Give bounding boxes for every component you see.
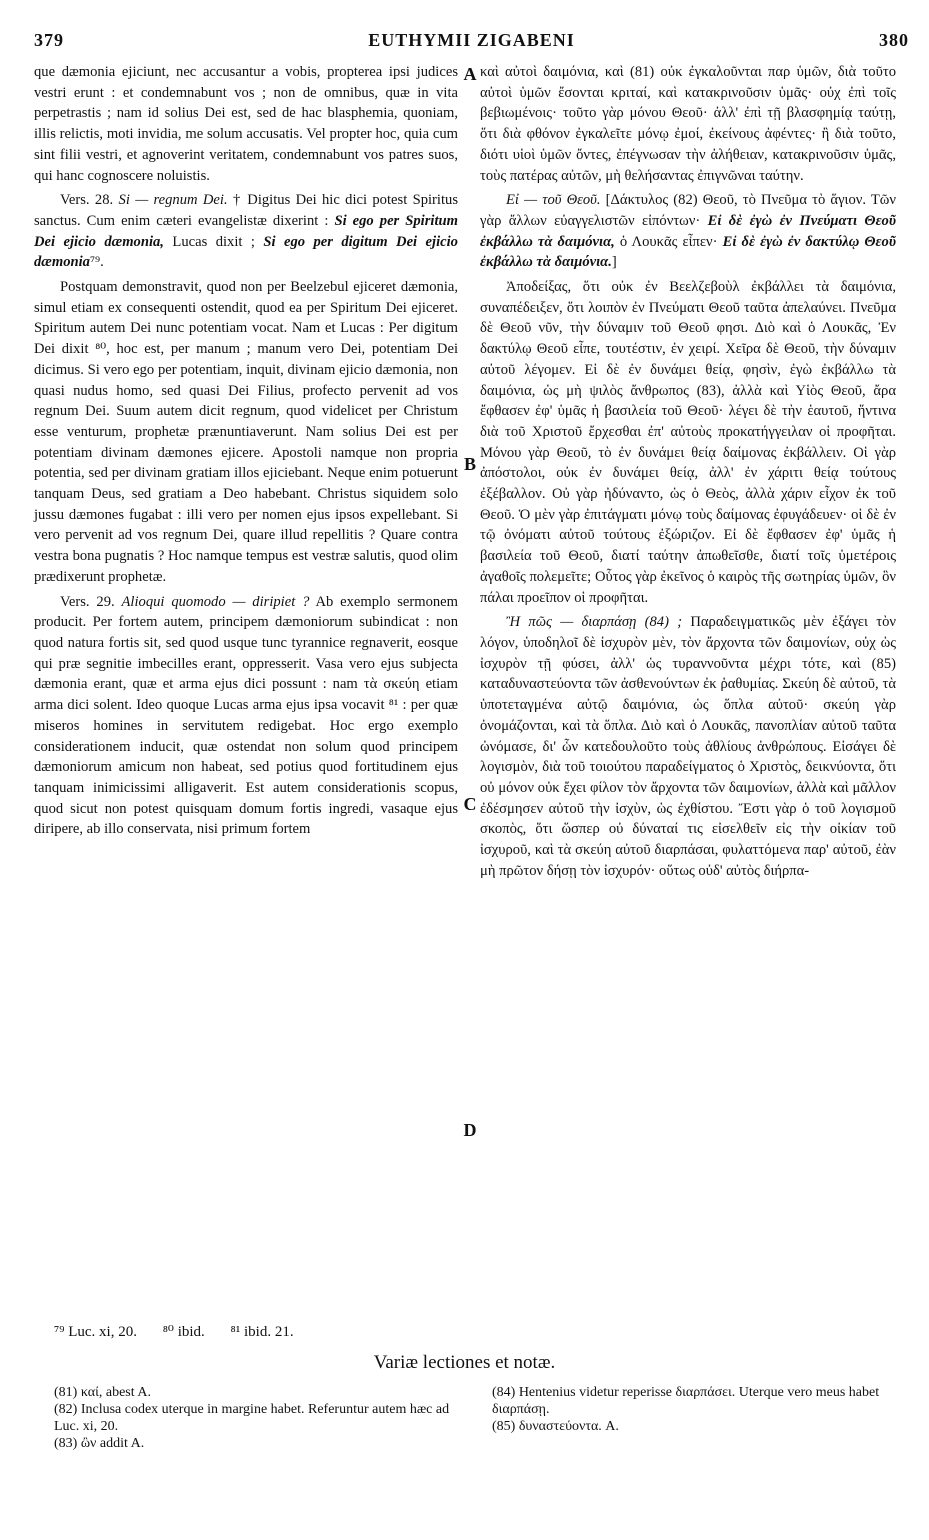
variant-note: (84) Hentenius videtur reperisse διαρπάσει. Uterque vero meus habet διαρπάσῃ.: [492, 1385, 880, 1417]
greek-lemma-paragraph: [480, 190, 896, 273]
verse-text: ὁ Λουκᾶς εἶπεν·: [619, 233, 718, 250]
scripture-quote: Εἰ δὲ ἐγὼ ἐν δακτύλῳ Θεοῦ ἐκβάλλω τὰ δαιμόνια.: [480, 233, 896, 271]
verse-lemma: Εἰ — τοῦ Θεοῦ.: [506, 192, 601, 209]
verse-text: Ab exemplo sermonem producit. Per fortem autem, principem dæmoniorum subindicat : non quod natura fortis sit, sed quod usque tunc tyrannice regnaverit, eosque qui præ segnitie imbecilles erant, oppresserit. Vasa vero ejus subjecta dæmonia erant, quæ et arma ejus dici possunt : nam τὰ σκεύη etiam arma dici solent. Ideo quoque Lucas arma ejus ipsa vocavit ⁸¹ : per quæ miseros homines in servitutem redigebat. Hoc ergo exemplo considerationem inducit, quæ ostendat non solum quod principem dæmoniorum amicum non habeat, sed potius quod fortitudinem ejus tanquam inimicissimi alligaverit. Est autem considerationis scopus, quod sicut non potest quisquam domum fortis ingredi, vasaque ejus diripere, ab illo conservata, nisi primum fortem: [34, 593, 459, 838]
margin-marker: B: [463, 454, 476, 474]
latin-paragraph: Postquam demonstravit, quod non per Beelzebul ejiceret dæmonia, simul etiam ex consequenti ostendit, quod ea per Spiritum Dei ejiceret. Spiritum autem Dei nunc potentiam vocat. Nam et Lucas : Per digitum Dei dixit ⁸⁰, hoc est, per manum ; manum vero Dei, potentiam Dei dicimus. Si vero ego per potentiam, inquit, divinam ejicio dæmonia, non quasi nudus homo, sed quasi Dei Filius, profecto pervenit ad vos regnum Dei. Suum autem dicit regnum, quod videlicet per Christum esse venturum, prophetæ prænuntiaverunt. Nam solius Dei est per potentiam divinam dæmones ejicere. Apostoli namque non propria potentia, sed per divinam gratiam illos ejiciebant. Neque enim potuerunt tanquam Deus, sed gratiam a Deo habebant. Christus siquidem solo jussu dæmones fugabat : illi vero per nomen ejus ipsos expellebant. Si vero pervenit ad vos regnum Dei, quare illud repellitis ? Quare contra vestra bona pugnatis ? Hoc namque tempus est vestræ salutis, quod olim prædixerunt prophetæ.: [34, 279, 458, 585]
footnotes: [54, 1322, 474, 1341]
footnote: ⁸¹ ibid. 21.: [230, 1324, 294, 1340]
greek-paragraph: καὶ αὐτοὶ δαιμόνια, καὶ (81) οὐκ ἐγκαλοῦνται παρ ὑμῶν, διὰ τοῦτο αὐτοὶ ὑμῶν ἔσονται κριταί, καὶ κατακρινοῦσιν ὑμᾶς· οὐχ ἐπὶ τοῖς βεβιωμένοις· τοῦτο γὰρ μόνου Θεοῦ· ἀλλ' ἐπὶ τῇ βλασφημίᾳ ταύτῃ, ὅτι διὰ φθόνον ἐγκαλεῖτε μόνῳ ἐμοί, ἐκείνους ἀφέντες· ἢ διὰ τοῦτο, διότι υἱοὶ ὑμῶν ὄντες, ἐπέγνωσαν τὴν ἀλήθειαν, κατακρινοῦσιν ὑμᾶς, τοὺς πατέρας αὐτῶν, μὴ θελήσαντας ἐπιγνῶναι ταύτην.: [480, 64, 896, 184]
verse-text: Παραδειγματικῶς μὲν ἐξάγει τὸν λόγον, ὑποδηλοῖ δὲ ἰσχυρὸν μὲν, τὸν ἄρχοντα τῶν δαιμονίων, οὐχ ὡς ἰσχυρὸν τῇ φύσει, ἀλλ' ὡς τυραννοῦντα μέχρι τότε, καὶ (85) καταδυναστεύοντα τῶν ἀσθενούντων ἐκ ῥαθυμίας. Σκεύη δὲ αὐτοῦ, τὰ ὑποτεταγμένα αὐτῷ δαιμόνια, ὡς ὅπλα αὐτοῦ· σκεύη γὰρ ὀνομάζονται, καὶ τὰ ὅπλα. Διὸ καὶ ὁ Λουκᾶς, πανοπλίαν αὐτοῦ ταῦτα ὠνόμασε, δι' ὧν κατεδουλοῦτο τοὺς ἀθλίους ἀνθρώπους. Εἰσάγει δὲ λογισμὸν, διὰ τοῦ τοιούτου παραδείγματος ὁ Χριστὸς, δεικνύοντα, ὅτι οὐ μόνον οὐκ ἔχει φίλον τὸν ἄρχοντα τῶν δαιμονίων, ἀλλὰ καὶ μᾶλλον ἐδέσμησεν αὐτοῦ τὴν ἰσχὺν, ὡς ἐχθίστου. Ἔστι γὰρ ὁ τοῦ λογισμοῦ σκοπὸς, ὅτι ὥσπερ οὐ δύναταί τις εἰσελθεῖν εἰς τὴν οἰκίαν τοῦ ἰσχυροῦ, καὶ τὰ σκεύη αὐτοῦ διαρπάσαι, φυλαττόμενα παρ' αὐτοῦ, ἐὰν μὴ πρῶτον δήσῃ τὸν ἰσχυρόν· οὕτως οὐδ' αὐτὸς διήρπα-: [480, 614, 896, 879]
scripture-quote: Εἰ δὲ ἐγὼ ἐν Πνεύματι Θεοῦ ἐκβάλλω τὰ δαιμόνια,: [480, 212, 897, 250]
latin-verse-29: [34, 592, 458, 840]
verse-text: Lucas dixit ;: [172, 233, 255, 250]
greek-column: [480, 62, 896, 885]
verse-text: [Δάκτυλος (82) Θεοῦ, τὸ Πνεῦμα τὸ ἅγιον. Τῶν γὰρ ἄλλων εὐαγγελιστῶν εἰπόντων·: [480, 192, 896, 229]
scripture-quote: Si ego per digitum Dei ejicio dæmonia: [34, 233, 458, 271]
page-number-right: 380: [879, 30, 909, 50]
variant-note: (82) Inclusa codex uterque in margine habet. Referuntur autem hæc ad Luc. xi, 20.: [54, 1402, 450, 1434]
verse-ref: Vers. 28.: [60, 192, 114, 209]
variae-heading: Variæ lectiones et notæ.: [373, 1352, 556, 1373]
verse-lemma: Si — regnum Dei.: [118, 192, 228, 209]
page-number-left: 379: [34, 30, 64, 50]
running-title: EUTHYMII ZIGABENI: [368, 30, 575, 50]
variant-notes-right: [492, 1384, 902, 1435]
footnote: ⁸⁰ ibid.: [162, 1324, 205, 1340]
variant-note: (85) δυναστεύοντα. A.: [492, 1419, 619, 1434]
latin-column: [34, 62, 458, 844]
margin-marker: C: [463, 794, 477, 814]
greek-paragraph: Ἀποδείξας, ὅτι οὐκ ἐν Βεελζεβοὺλ ἐκβάλλει τὰ δαιμόνια, συναπέδειξεν, ὅτι λοιπὸν ἐν Πνεύματι Θεοῦ ταῦτα ἀπελαύνει. Πνεῦμα δὲ Θεοῦ νῦν, τὴν δύναμιν τοῦ Θεοῦ φησι. Διὸ καὶ ὁ Λουκᾶς, Ἐν δακτύλῳ Θεοῦ εἶπε, τουτέστιν, ἐν χειρί. Χεῖρα δὲ Θεοῦ, τὴν δύναμιν αὐτοῦ λέγομεν. Εἰ δὲ ἐν δυνάμει θείᾳ, φησὶν, ἐγὼ ἐκβάλλω τὰ δαιμόνια, ὡς μὴ ψιλὸς ἄνθρωπος (83), ἀλλὰ καὶ Υἱὸς Θεοῦ, ἄρα ἔφθασεν ἐφ' ὑμᾶς ἡ βασιλεία τοῦ Θεοῦ· λέγει δὲ τὴν ἑαυτοῦ, ἥντινα διὰ τοῦ Χριστοῦ ἔρχεσθαι ἐπ' αὐτοὺς προκατήγγειλαν οἱ προφῆται. Μόνου γὰρ Θεοῦ, τὸ ἐν δυνάμει θείᾳ δαίμονας ἐκβάλλειν. Οἱ γὰρ ἀπόστολοι, οὐκ ἐν δυνάμει θείᾳ, ἀλλ' ἐν χάριτι θείᾳ τούτους ἐξέβαλλον. Οὐ γὰρ ἠδύναντο, ὡς ὁ Θεὸς, ἀλλὰ χάριν εἶχον ἐκ τοῦ Θεοῦ. Ὁ μὲν γὰρ ἐπιτάγματι μόνῳ τοὺς δαίμονας ἐφυγάδευεν· οἱ δὲ ἐν τῷ ὀνόματι αὐτοῦ τούτους ἐξώριζον. Εἰ δὲ ἔφθασεν ἐφ' ὑμᾶς ἡ βασιλεία τοῦ Θεοῦ, διατί ταύτην ἀπωθεῖσθε, διατί τοῖς ὑμετέροις ἀγαθοῖς πολεμεῖτε; Οὗτος γὰρ ἐκεῖνος ὁ καιρὸς τῆς σωτηρίας ὑμῶν, ὃν πάλαι προεῖπον οἱ προφῆται.: [480, 279, 896, 606]
footnote-ref: ⁷⁹.: [89, 254, 104, 271]
verse-lemma: Alioqui quomodo — diripiet ?: [121, 593, 310, 610]
bracket-close: ]: [611, 254, 617, 271]
variant-note: (81) καί, abest A.: [54, 1385, 151, 1400]
latin-paragraph: que dæmonia ejiciunt, nec accusantur a vobis, propterea ipsi judices vestri erunt : et condemnabunt vos ; non de omnibus, quæ in vita perpetrastis ; nam id solius Dei est, sed de hac blasphemia, quoniam, illis relictis, moti invidia, me solum accusatis. Vel propter hoc, quia cum sint filii vestri, et agnoverint veritatem, condemnabunt vos patres suos, qui hanc cognoscere noluistis.: [34, 64, 458, 184]
running-header: [34, 30, 909, 56]
variant-notes-left: [54, 1384, 464, 1452]
scripture-quote: Si ego per Spiritum Dei ejicio dæmonia,: [34, 212, 458, 250]
greek-lemma-paragraph: [480, 612, 896, 881]
latin-verse-28: [34, 190, 458, 273]
verse-ref: Vers. 29.: [60, 593, 115, 610]
footnote: ⁷⁹ Luc. xi, 20.: [54, 1324, 137, 1340]
variant-note: (83) ὢν addit A.: [54, 1436, 145, 1451]
margin-marker: D: [463, 1120, 477, 1140]
verse-text: † Digitus Dei hic dici potest Spiritus sanctus. Cum enim cæteri evangelistæ dixerint :: [34, 192, 458, 229]
margin-marker: A: [463, 64, 477, 84]
verse-lemma: Ἢ πῶς — διαρπάσῃ (84) ;: [506, 614, 683, 631]
